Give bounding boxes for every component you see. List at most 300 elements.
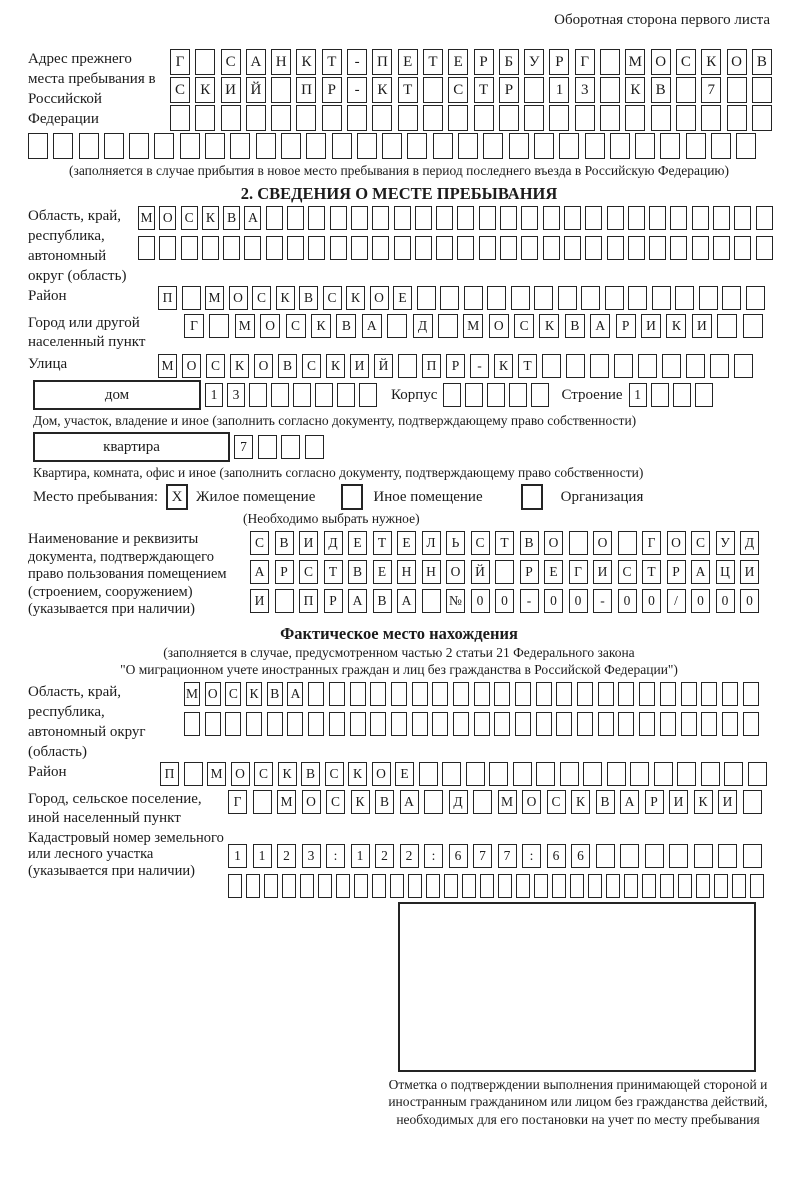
char-box[interactable]: В [336,314,356,338]
char-box[interactable]: 0 [618,589,637,613]
char-box[interactable] [444,874,458,898]
char-box[interactable]: С [547,790,566,814]
char-box[interactable]: Е [398,49,418,75]
char-box[interactable] [534,874,548,898]
char-box[interactable] [466,762,485,786]
char-box[interactable]: К [701,49,721,75]
char-box[interactable]: В [267,682,283,706]
char-box[interactable]: А [348,589,367,613]
char-box[interactable]: 6 [571,844,590,868]
char-box[interactable] [244,236,261,260]
char-box[interactable] [596,844,615,868]
char-box[interactable] [686,354,705,378]
char-box[interactable]: С [302,354,321,378]
char-box[interactable]: Т [474,77,494,103]
char-box[interactable] [225,712,241,736]
char-box[interactable] [258,435,277,459]
char-box[interactable] [180,133,200,159]
char-box[interactable]: К [348,762,367,786]
char-box[interactable] [350,712,366,736]
char-box[interactable]: 1 [351,844,370,868]
char-box[interactable] [28,133,48,159]
char-box[interactable]: 7 [473,844,492,868]
char-box[interactable]: А [250,560,269,584]
char-box[interactable]: С [181,206,198,230]
char-box[interactable]: 1 [228,844,247,868]
char-box[interactable]: Р [667,560,686,584]
char-box[interactable]: Р [275,560,294,584]
char-box[interactable]: М [158,354,177,378]
char-box[interactable] [433,133,453,159]
char-box[interactable] [138,236,155,260]
char-box[interactable] [585,133,605,159]
char-box[interactable] [509,133,529,159]
char-box[interactable] [549,105,569,131]
char-box[interactable] [660,712,676,736]
char-box[interactable] [542,354,561,378]
char-box[interactable]: 3 [575,77,595,103]
char-box[interactable] [638,354,657,378]
char-box[interactable] [543,236,560,260]
char-box[interactable] [498,874,512,898]
char-box[interactable]: 1 [205,383,223,407]
char-box[interactable] [583,762,602,786]
char-box[interactable] [678,874,692,898]
char-box[interactable]: : [424,844,443,868]
char-box[interactable]: 0 [691,589,710,613]
char-box[interactable]: И [692,314,712,338]
char-box[interactable] [513,762,532,786]
char-box[interactable] [724,762,743,786]
char-box[interactable] [271,77,291,103]
char-box[interactable] [448,105,468,131]
char-box[interactable]: 0 [716,589,735,613]
char-box[interactable]: И [221,77,241,103]
char-box[interactable] [750,874,764,898]
char-box[interactable] [315,383,333,407]
char-box[interactable] [480,874,494,898]
char-box[interactable] [713,236,730,260]
char-box[interactable]: О [260,314,280,338]
char-box[interactable]: К [571,790,590,814]
char-box[interactable] [221,105,241,131]
char-box[interactable] [628,206,645,230]
char-box[interactable]: Й [374,354,393,378]
char-box[interactable] [556,712,572,736]
char-box[interactable] [465,383,483,407]
char-box[interactable] [590,354,609,378]
char-box[interactable]: 7 [234,435,253,459]
char-box[interactable]: С [325,762,344,786]
char-box[interactable] [642,874,656,898]
char-box[interactable] [515,682,531,706]
char-box[interactable] [432,682,448,706]
char-box[interactable] [736,133,756,159]
char-box[interactable] [588,874,602,898]
char-box[interactable]: 1 [549,77,569,103]
char-box[interactable] [398,354,417,378]
char-box[interactable] [182,286,201,310]
char-box[interactable]: И [299,531,318,555]
char-box[interactable]: О [544,531,563,555]
char-box[interactable]: О [522,790,541,814]
char-box[interactable]: В [348,560,367,584]
char-box[interactable] [564,236,581,260]
char-box[interactable] [474,105,494,131]
char-box[interactable]: И [593,560,612,584]
char-box[interactable] [457,236,474,260]
char-box[interactable] [628,286,647,310]
char-box[interactable] [300,874,314,898]
char-box[interactable]: Д [740,531,759,555]
char-box[interactable]: - [593,589,612,613]
char-box[interactable]: К [346,286,365,310]
char-box[interactable] [489,762,508,786]
char-box[interactable] [271,105,291,131]
char-box[interactable] [487,286,506,310]
char-box[interactable] [714,874,728,898]
char-box[interactable] [662,354,681,378]
char-box[interactable]: Й [471,560,490,584]
char-box[interactable]: 0 [495,589,514,613]
char-box[interactable]: А [244,206,261,230]
char-box[interactable] [605,286,624,310]
char-box[interactable]: С [206,354,225,378]
char-box[interactable]: М [277,790,296,814]
char-box[interactable] [181,236,198,260]
char-box[interactable]: С [252,286,271,310]
char-box[interactable]: 0 [642,589,661,613]
char-box[interactable] [651,105,671,131]
char-box[interactable] [521,206,538,230]
char-box[interactable] [458,133,478,159]
char-box[interactable]: А [620,790,639,814]
char-box[interactable] [440,286,459,310]
char-box[interactable] [271,383,289,407]
char-box[interactable]: Р [324,589,343,613]
char-box[interactable] [422,589,441,613]
char-box[interactable]: Е [544,560,563,584]
char-box[interactable]: Р [322,77,342,103]
char-box[interactable] [391,712,407,736]
char-box[interactable] [308,712,324,736]
char-box[interactable]: О [372,762,391,786]
char-box[interactable]: Г [642,531,661,555]
char-box[interactable] [266,206,283,230]
char-box[interactable]: С [691,531,710,555]
checkbox-inoe[interactable] [341,484,363,510]
char-box[interactable]: : [522,844,541,868]
char-box[interactable]: М [205,286,224,310]
char-box[interactable] [746,286,765,310]
char-box[interactable] [511,286,530,310]
char-box[interactable] [296,105,316,131]
char-box[interactable]: Г [575,49,595,75]
char-box[interactable] [692,236,709,260]
char-box[interactable] [408,874,422,898]
char-box[interactable] [651,383,669,407]
char-box[interactable]: О [254,354,273,378]
char-box[interactable]: С [326,790,345,814]
char-box[interactable] [256,133,276,159]
char-box[interactable] [692,206,709,230]
char-box[interactable] [681,712,697,736]
char-box[interactable]: С [676,49,696,75]
char-box[interactable]: Г [184,314,204,338]
char-box[interactable] [357,133,377,159]
char-box[interactable] [419,762,438,786]
char-box[interactable]: Н [397,560,416,584]
char-box[interactable]: И [250,589,269,613]
char-box[interactable]: С [514,314,534,338]
char-box[interactable]: М [235,314,255,338]
char-box[interactable] [734,236,751,260]
char-box[interactable] [426,874,440,898]
char-box[interactable]: Д [413,314,433,338]
char-box[interactable] [645,844,664,868]
char-box[interactable] [701,682,717,706]
char-box[interactable]: М [498,790,517,814]
char-box[interactable]: И [641,314,661,338]
char-box[interactable] [559,133,579,159]
char-box[interactable]: Т [423,49,443,75]
char-box[interactable] [436,236,453,260]
char-box[interactable] [558,286,577,310]
char-box[interactable]: Р [520,560,539,584]
char-box[interactable]: А [246,49,266,75]
char-box[interactable] [618,682,634,706]
char-box[interactable] [652,286,671,310]
char-box[interactable]: С [618,560,637,584]
char-box[interactable] [610,133,630,159]
char-box[interactable]: 7 [701,77,721,103]
char-box[interactable] [560,762,579,786]
char-box[interactable] [423,105,443,131]
char-box[interactable] [743,712,759,736]
char-box[interactable] [249,383,267,407]
char-box[interactable] [129,133,149,159]
char-box[interactable] [479,206,496,230]
char-box[interactable] [264,874,278,898]
char-box[interactable] [536,682,552,706]
char-box[interactable] [195,49,215,75]
char-box[interactable]: С [448,77,468,103]
char-box[interactable] [159,236,176,260]
char-box[interactable]: 3 [302,844,321,868]
char-box[interactable] [246,105,266,131]
char-box[interactable] [607,206,624,230]
char-box[interactable] [318,874,332,898]
char-box[interactable]: Е [448,49,468,75]
char-box[interactable] [569,531,588,555]
char-box[interactable] [347,105,367,131]
char-box[interactable] [536,712,552,736]
char-box[interactable] [351,206,368,230]
char-box[interactable] [495,560,514,584]
char-box[interactable]: А [590,314,610,338]
char-box[interactable] [606,874,620,898]
char-box[interactable]: О [727,49,747,75]
char-box[interactable] [630,762,649,786]
char-box[interactable] [625,105,645,131]
char-box[interactable]: С [250,531,269,555]
char-box[interactable]: О [446,560,465,584]
char-box[interactable]: К [296,49,316,75]
char-box[interactable] [618,531,637,555]
char-box[interactable] [442,762,461,786]
char-box[interactable] [205,712,221,736]
char-box[interactable] [487,383,505,407]
char-box[interactable] [696,874,710,898]
char-box[interactable] [743,682,759,706]
char-box[interactable] [104,133,124,159]
char-box[interactable] [581,286,600,310]
char-box[interactable]: 1 [253,844,272,868]
char-box[interactable]: П [422,354,441,378]
char-box[interactable]: Е [348,531,367,555]
char-box[interactable] [639,712,655,736]
char-box[interactable] [727,105,747,131]
char-box[interactable]: Т [518,354,537,378]
char-box[interactable] [756,206,773,230]
char-box[interactable]: Р [549,49,569,75]
char-box[interactable] [438,314,458,338]
char-box[interactable] [293,383,311,407]
char-box[interactable] [282,874,296,898]
char-box[interactable] [432,712,448,736]
char-box[interactable]: 2 [277,844,296,868]
char-box[interactable] [654,762,673,786]
char-box[interactable]: В [651,77,671,103]
char-box[interactable]: : [326,844,345,868]
char-box[interactable]: К [351,790,370,814]
char-box[interactable]: 0 [544,589,563,613]
char-box[interactable] [713,206,730,230]
char-box[interactable]: 0 [471,589,490,613]
char-box[interactable] [515,712,531,736]
char-box[interactable]: № [446,589,465,613]
char-box[interactable] [329,712,345,736]
char-box[interactable]: М [625,49,645,75]
char-box[interactable]: К [326,354,345,378]
char-box[interactable]: О [231,762,250,786]
char-box[interactable]: С [286,314,306,338]
char-box[interactable]: С [471,531,490,555]
char-box[interactable] [624,874,638,898]
char-box[interactable] [337,383,355,407]
char-box[interactable] [660,682,676,706]
char-box[interactable] [275,589,294,613]
char-box[interactable] [743,844,762,868]
char-box[interactable]: Л [422,531,441,555]
char-box[interactable]: И [350,354,369,378]
char-box[interactable]: В [278,354,297,378]
char-box[interactable]: В [373,589,392,613]
char-box[interactable] [287,206,304,230]
char-box[interactable] [423,77,443,103]
char-box[interactable] [699,286,718,310]
char-box[interactable] [639,682,655,706]
char-box[interactable] [230,133,250,159]
char-box[interactable]: К [276,286,295,310]
char-box[interactable]: Т [373,531,392,555]
char-box[interactable]: Т [324,560,343,584]
char-box[interactable] [287,712,303,736]
char-box[interactable]: К [625,77,645,103]
char-box[interactable] [534,133,554,159]
char-box[interactable] [524,77,544,103]
char-box[interactable]: - [470,354,489,378]
char-box[interactable] [677,762,696,786]
char-box[interactable] [453,682,469,706]
char-box[interactable] [436,206,453,230]
char-box[interactable]: О [593,531,612,555]
char-box[interactable] [614,354,633,378]
char-box[interactable] [670,206,687,230]
char-box[interactable] [202,236,219,260]
char-box[interactable]: К [246,682,262,706]
char-box[interactable] [354,874,368,898]
char-box[interactable]: Р [645,790,664,814]
char-box[interactable]: Д [324,531,343,555]
char-box[interactable] [453,712,469,736]
char-box[interactable] [154,133,174,159]
char-box[interactable] [531,383,549,407]
char-box[interactable] [756,236,773,260]
char-box[interactable]: П [160,762,179,786]
char-box[interactable] [710,354,729,378]
char-box[interactable] [253,790,272,814]
char-box[interactable] [387,314,407,338]
char-box[interactable] [552,874,566,898]
char-box[interactable]: 2 [400,844,419,868]
char-box[interactable]: В [520,531,539,555]
char-box[interactable] [577,682,593,706]
char-box[interactable] [184,762,203,786]
char-box[interactable] [351,236,368,260]
char-box[interactable]: Н [271,49,291,75]
char-box[interactable]: - [347,77,367,103]
char-box[interactable] [308,236,325,260]
char-box[interactable]: У [524,49,544,75]
char-box[interactable]: - [347,49,367,75]
char-box[interactable] [681,682,697,706]
char-box[interactable] [660,133,680,159]
char-box[interactable] [417,286,436,310]
char-box[interactable]: Т [642,560,661,584]
char-box[interactable] [649,236,666,260]
char-box[interactable]: В [596,790,615,814]
char-box[interactable] [722,712,738,736]
char-box[interactable] [394,236,411,260]
char-box[interactable] [607,762,626,786]
char-box[interactable]: М [207,762,226,786]
char-box[interactable]: 3 [227,383,245,407]
char-box[interactable] [415,206,432,230]
char-box[interactable]: Е [395,762,414,786]
char-box[interactable]: И [718,790,737,814]
char-box[interactable]: С [225,682,241,706]
char-box[interactable] [743,790,762,814]
char-box[interactable]: А [691,560,710,584]
char-box[interactable] [734,206,751,230]
char-box[interactable]: 2 [375,844,394,868]
char-box[interactable]: К [666,314,686,338]
char-box[interactable] [660,874,674,898]
char-box[interactable]: М [463,314,483,338]
char-box[interactable]: А [287,682,303,706]
char-box[interactable]: О [302,790,321,814]
